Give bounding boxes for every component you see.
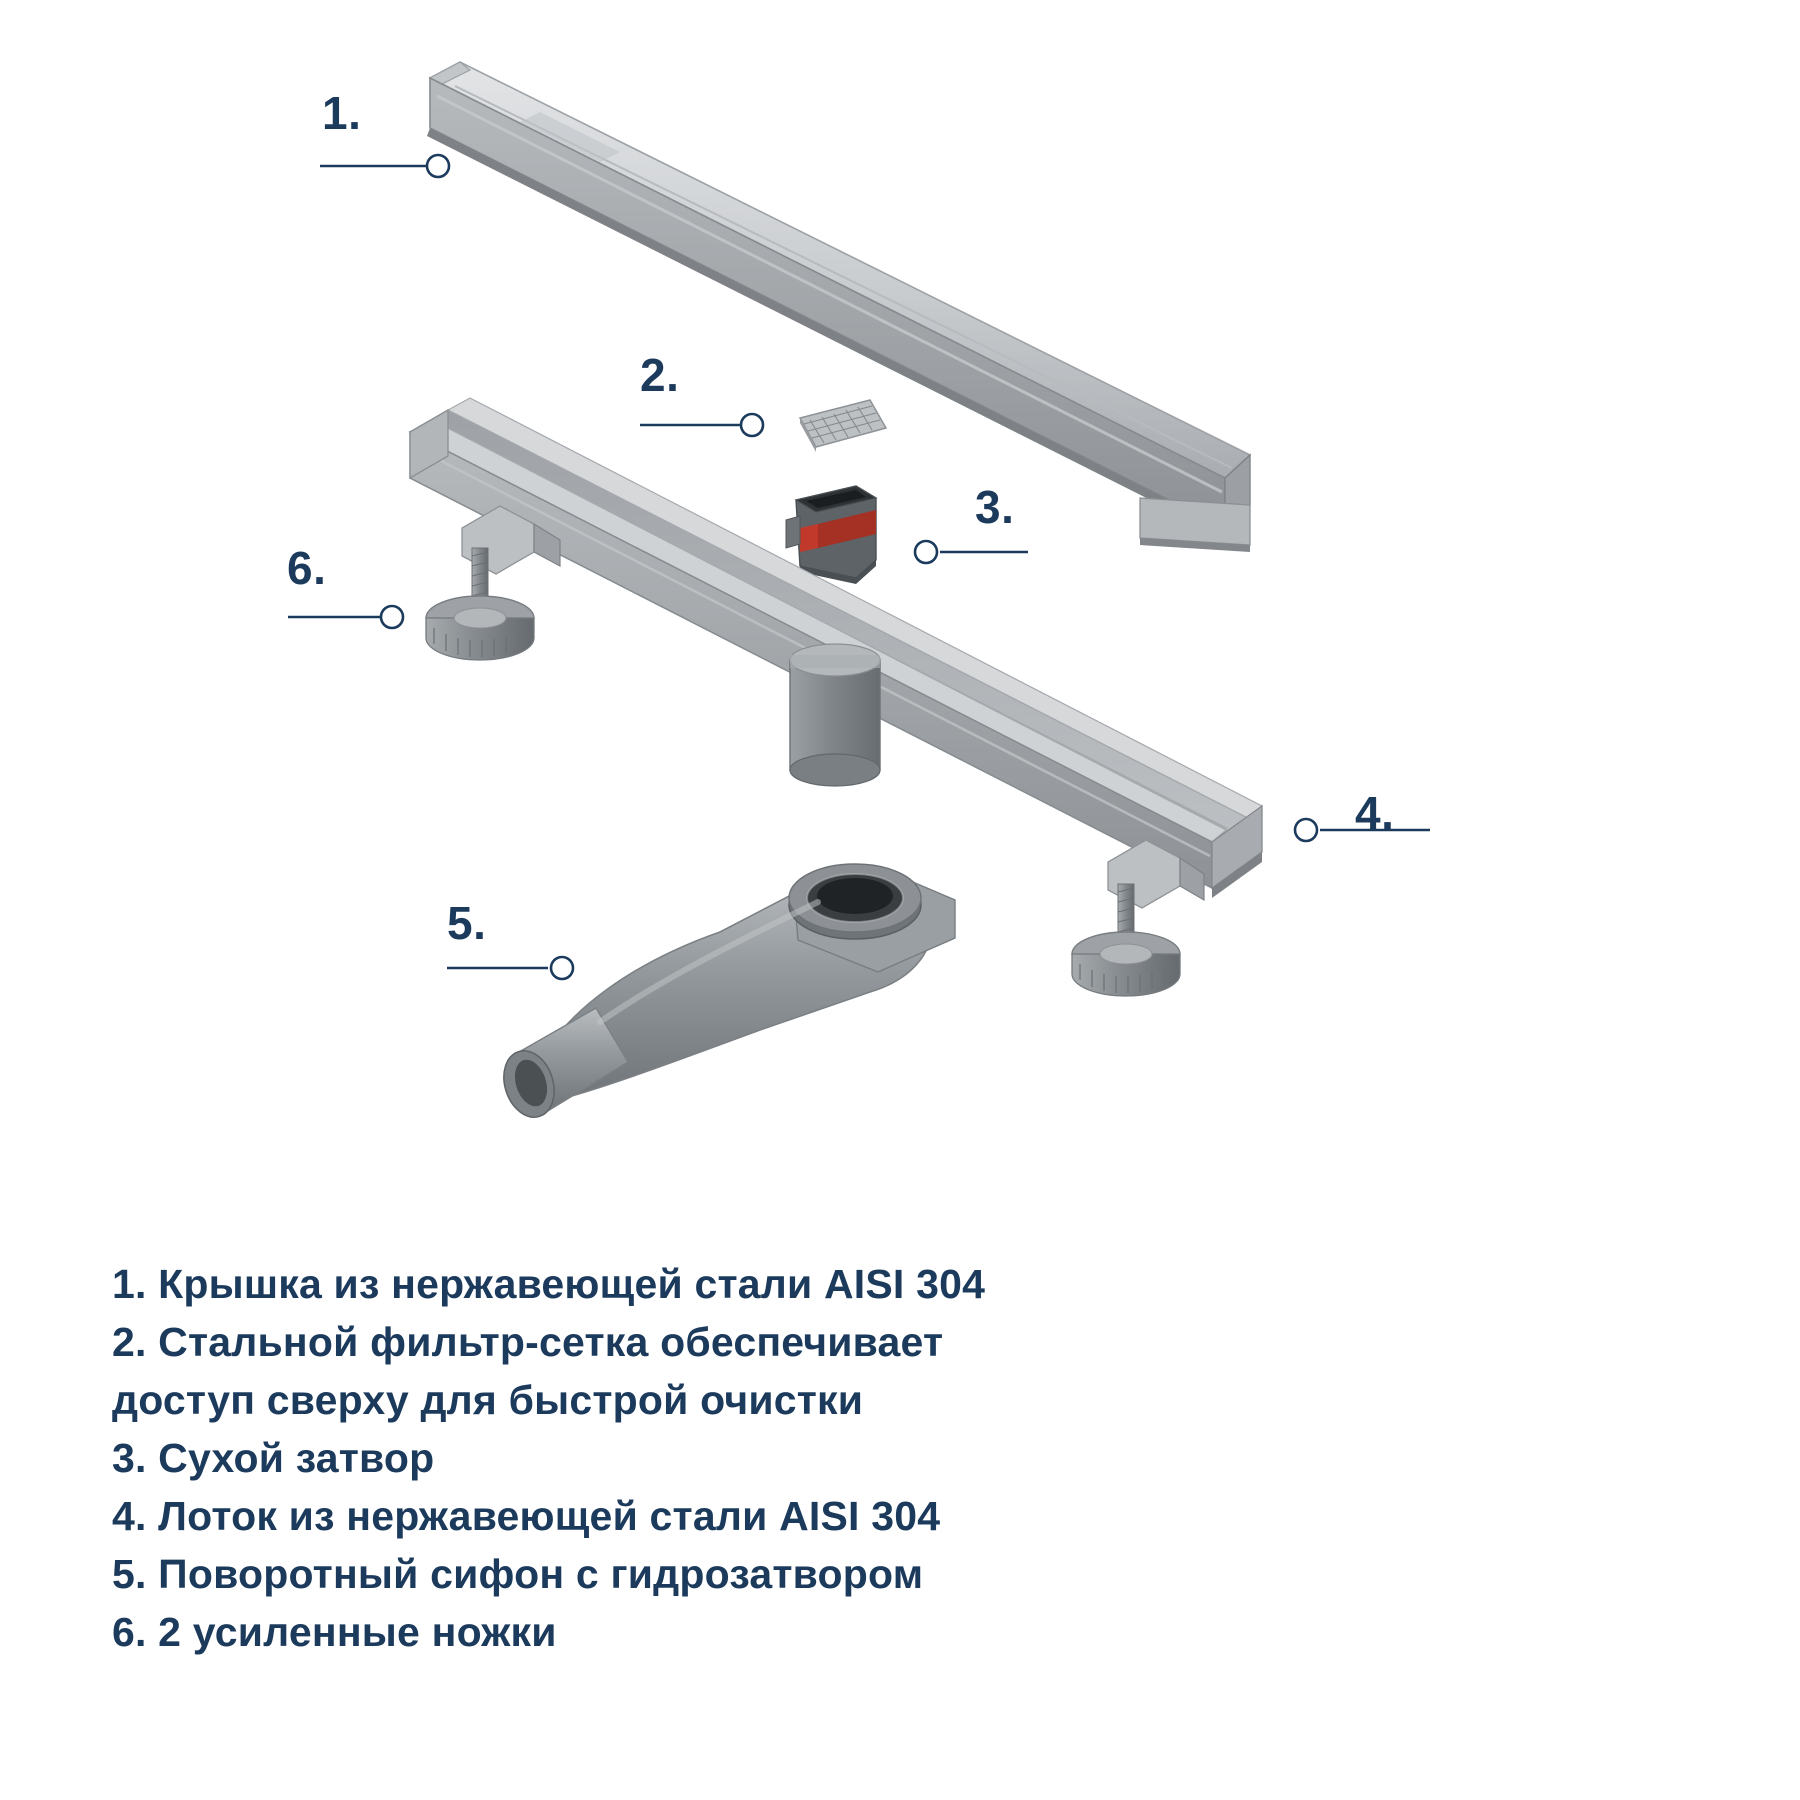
part-siphon: [496, 864, 955, 1124]
part-leg-right: [1072, 840, 1204, 996]
legend-item-5: 5. Поворотный сифон с гидрозатвором: [112, 1551, 924, 1597]
callout-label-3: 3.: [975, 481, 1015, 533]
legend-item-4: 4. Лоток из нержавеющей стали AISI 304: [112, 1493, 941, 1539]
part-mesh-filter: [800, 400, 886, 452]
legend-item-1: 1. Крышка из нержавеющей стали AISI 304: [112, 1261, 986, 1307]
callout-label-4: 4.: [1355, 787, 1395, 839]
legend-item-6: 6. 2 усиленные ножки: [112, 1609, 557, 1655]
legend-item-2-line-1: 2. Стальной фильтр-сетка обеспечивает: [112, 1319, 944, 1365]
legend-item-3: 3. Сухой затвор: [112, 1435, 435, 1481]
part-leg-left: [426, 506, 560, 660]
callout-label-1: 1.: [322, 87, 362, 139]
callout-label-2: 2.: [640, 349, 680, 401]
legend-list: [112, 1255, 1512, 1661]
legend-item-2-line-2: доступ сверху для быстрой очистки: [112, 1377, 864, 1423]
callout-label-6: 6.: [287, 542, 327, 594]
callout-label-5: 5.: [447, 897, 487, 949]
